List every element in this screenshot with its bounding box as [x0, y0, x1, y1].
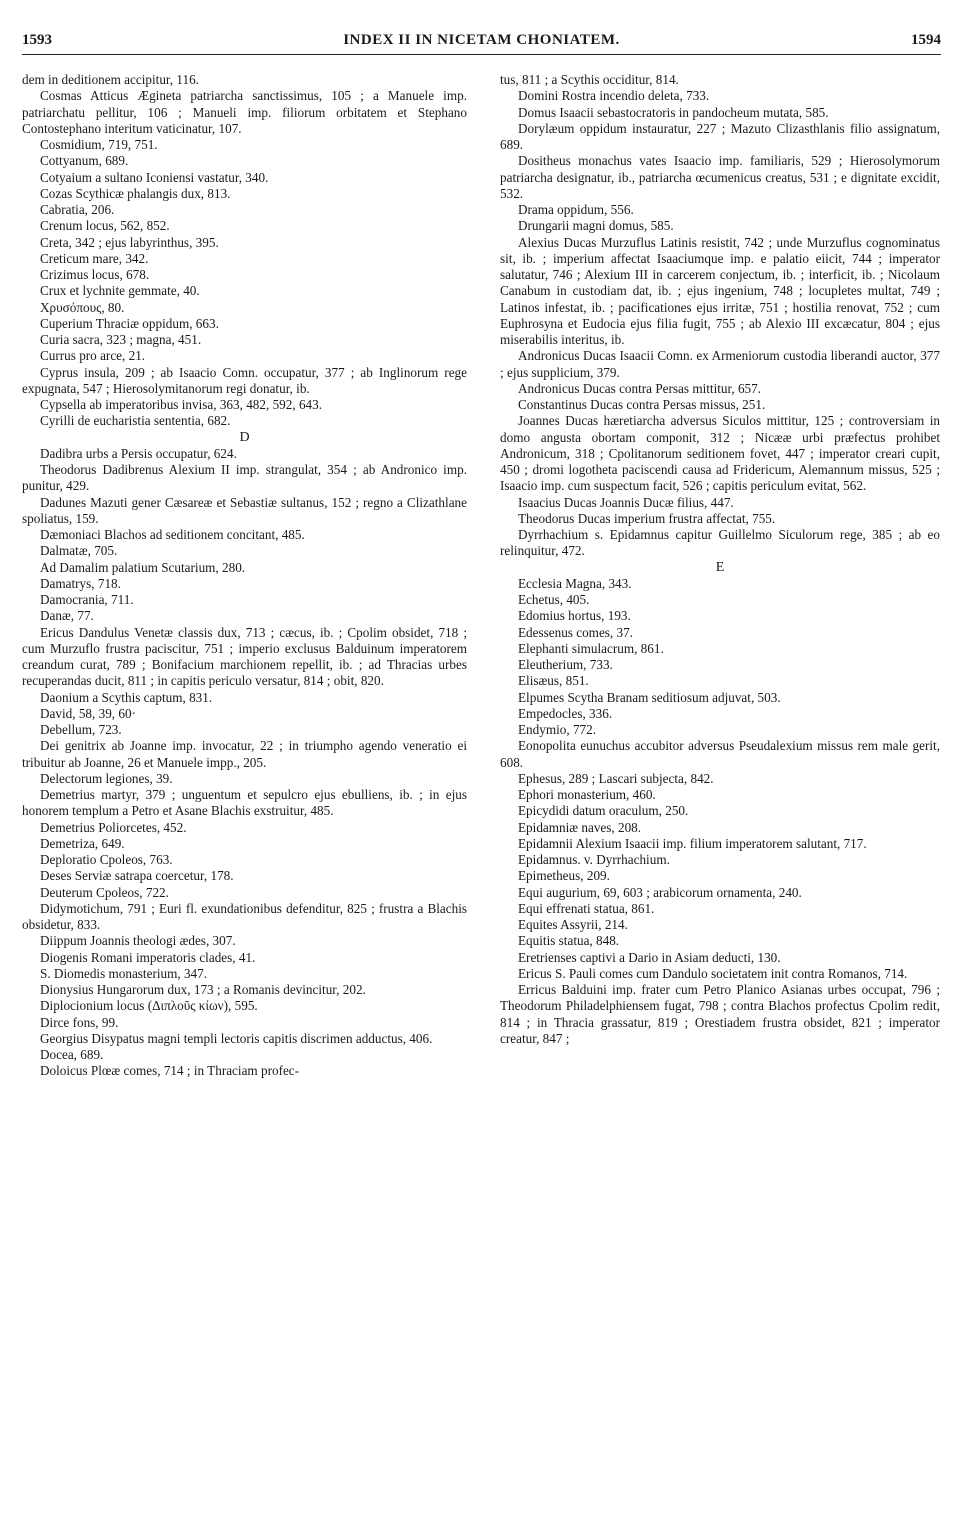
index-entry: Demetriza, 649.	[40, 835, 125, 851]
index-entry: Cozas Scythicæ phalangis dux, 813.	[40, 185, 231, 201]
index-entry: Χρυσόπους, 80.	[40, 299, 125, 315]
index-entry: Crenum locus, 562, 852.	[40, 218, 170, 234]
index-entry: Cyrilli de eucharistia sententia, 682.	[40, 413, 231, 429]
index-entry: Crux et lychnite gemmate, 40.	[40, 283, 200, 299]
index-entry: Debellum, 723.	[40, 722, 122, 737]
index-entry-continuation: tus, 811 ; a Scythis occiditur, 814.	[500, 72, 679, 87]
right-column	[500, 72, 940, 1047]
index-entry: Cotyaium a sultano Iconiensi vastatur, 340.	[40, 169, 269, 185]
index-entry: Domini Rostra incendio deleta, 733.	[518, 88, 710, 104]
index-entry: Dæmoniaci Blachos ad seditionem concitant, 485.	[40, 527, 305, 542]
index-entry: Eretrienses captivi a Dario in Asiam deducti, 130.	[518, 949, 781, 965]
index-entry: Elephanti simulacrum, 861.	[518, 640, 664, 656]
index-entry: Endymio, 772.	[518, 722, 597, 737]
index-entry: Epimetheus, 209.	[518, 868, 610, 884]
index-entry: Doloicus Plœæ comes, 714 ; in Thraciam profec-	[40, 1063, 300, 1079]
page-title: INDEX II IN NICETAM CHONIATEM.	[343, 32, 620, 48]
index-entry: Constantinus Ducas contra Persas missus, 251.	[518, 397, 766, 412]
index-entry: Andronicus Ducas contra Persas mittitur, 657.	[518, 380, 762, 396]
index-entry: Elisæus, 851.	[518, 673, 589, 689]
index-entry: Dionysius Hungarorum dux, 173 ; a Romanis devincitur, 202.	[40, 982, 366, 997]
index-entry: Edomius hortus, 193.	[518, 608, 631, 624]
index-entry: Delectorum legiones, 39.	[40, 770, 173, 786]
index-entry: Docea, 689.	[40, 1047, 104, 1062]
index-entry: Equi effrenati statua, 861.	[518, 900, 655, 916]
page-number-left: 1593	[22, 32, 52, 48]
index-entry: Theodorus Dadibrenus Alexium II imp. strangulat, 354 ; ab Andronico imp. punitur, 429.	[22, 462, 467, 494]
index-entry: Alexius Ducas Murzuflus Latinis resistit, 742 ; unde Murzuflus cognominatus sit, ib. ; imperium affectat Isaaciumque imp. e palatio eiicit, 744 ; imperator salutatur, 746 ; Alexium III in carcerem conjectum, ib. ; interficit, ib. ; Nicolaum Canabum in custodiam dat, ib. ; ejus ingenium, 748 ; locupletes multat, 749 ; Latinos infestat, ib. ; pacificationes ejus irritæ, 751 ; hostilia renovat, 752 ; cum Euphrosyna et Eudocia ejus filia fugit, 755 ; ab Alexio III excæcatur, 804 ; ejus miserabilis interitus, ib.	[500, 234, 940, 347]
index-entry: Curia sacra, 323 ; magna, 451.	[40, 332, 202, 347]
index-entry: Dalmatæ, 705.	[40, 543, 118, 559]
index-entry: Equi augurium, 69, 603 ; arabicorum ornamenta, 240.	[518, 884, 802, 900]
index-entry-continuation: dem in deditionem accipitur, 116.	[22, 72, 199, 87]
index-entry: Didymotichum, 791 ; Euri fl. exundationibus defenditur, 825 ; frustra a Blachis obsidetur, 833.	[22, 900, 467, 932]
index-entry: Epidamnii Alexium Isaacii imp. filium imperatorem salutant, 717.	[518, 835, 867, 851]
index-entry: Creta, 342 ; ejus labyrinthus, 395.	[40, 234, 219, 250]
section-letter: D	[239, 429, 250, 445]
index-entry: Echetus, 405.	[518, 592, 590, 607]
index-entry: Eonopolita eunuchus accubitor adversus Pseudalexium missus rem male gerit, 608.	[500, 738, 940, 770]
index-entry: Daonium a Scythis captum, 831.	[40, 689, 213, 705]
index-entry: Ecclesia Magna, 343.	[518, 575, 632, 591]
index-entry: Joannes Ducas hæretiarcha adversus Siculos mittitur, 125 ; controversiam in domo angusta obortam componit, 312 ; Nicææ urbi præfectus prohibet Andronicum, 318 ; Cpolitanorum seditionem fovet, 447 ; imperator creari cupit, 450 ; dromi logotheta paciscendi causa ad Fridericum, Alemannum missus, 525 ; Isaacio imp. cum suspectum facit, 526 ; capitis periculum evitat, 562.	[500, 413, 940, 494]
index-entry: Demetrius martyr, 379 ; unguentum et sepulcro ejus ebulliens, ib. ; in ejus honorem templum a Petro et Asane Blachis exstruitur, 485.	[22, 787, 467, 819]
index-entry: Epidamniæ naves, 208.	[518, 819, 642, 835]
index-entry: Diippum Joannis theologi ædes, 307.	[40, 933, 236, 949]
section-letter: E	[715, 559, 725, 575]
index-entry: S. Diomedis monasterium, 347.	[40, 965, 208, 981]
index-entry: Epidamnus. v. Dyrrhachium.	[518, 852, 670, 867]
index-entry: Isaacius Ducas Joannis Ducæ filius, 447.	[518, 494, 734, 510]
index-entry: Edessenus comes, 37.	[518, 624, 634, 640]
index-entry: Cuperium Thraciæ oppidum, 663.	[40, 315, 219, 331]
index-entry: Cabratia, 206.	[40, 202, 115, 217]
index-entry: Crizimus locus, 678.	[40, 267, 150, 282]
index-entry: Ericus S. Pauli comes cum Dandulo societatem init contra Romanos, 714.	[518, 965, 908, 981]
index-entry: Deses Serviæ satrapa coercetur, 178.	[40, 868, 234, 884]
index-entry: Ad Damalim palatium Scutarium, 280.	[40, 559, 246, 575]
left-column	[22, 72, 467, 1080]
index-entry: Dorylæum oppidum instauratur, 227 ; Mazuto Clizasthlanis filio assignatum, 689.	[500, 120, 940, 152]
index-entry: Ephesus, 289 ; Lascari subjecta, 842.	[518, 770, 714, 786]
index-entry: Dositheus monachus vates Isaacio imp. familiaris, 529 ; Hierosolymorum patriarcha designatur, ib., patriarcha œcumenicus creatus, 531 ; e dignitate excidit, 532.	[500, 153, 940, 201]
index-entry: Drama oppidum, 556.	[518, 202, 634, 217]
index-entry: Dyrrhachium s. Epidamnus capitur Guillelmo Siculorum rege, 385 ; ab eo relinquitur, 472.	[500, 527, 940, 559]
index-entry: Equitis statua, 848.	[518, 933, 620, 949]
index-entry: Creticum mare, 342.	[40, 250, 149, 266]
index-entry: Deuterum Cpoleos, 722.	[40, 884, 169, 900]
index-entry: Eleutherium, 733.	[518, 657, 613, 672]
index-entry: Damocrania, 711.	[40, 592, 134, 607]
index-entry: Deploratio Cpoleos, 763.	[40, 852, 173, 867]
index-entry: Drungarii magni domus, 585.	[518, 218, 674, 234]
index-entry: Cypsella ab imperatoribus invisa, 363, 482, 592, 643.	[40, 397, 323, 412]
index-entry: Ephori monasterium, 460.	[518, 787, 656, 802]
index-entry: Theodorus Ducas imperium frustra affectat, 755.	[518, 510, 776, 526]
index-entry: Diplocionium locus (Διπλοῦς κίων), 595.	[40, 998, 258, 1014]
index-entry: Danæ, 77.	[40, 608, 94, 624]
index-entry: Empedocles, 336.	[518, 705, 613, 721]
index-entry: Cottyanum, 689.	[40, 153, 129, 169]
index-entry: Ericus Dandulus Venetæ classis dux, 713 ; cæcus, ib. ; Cpolim obsidet, 718 ; cum Murzuflo frustra paciscitur, 751 ; imperio exclusus Balduinum imperatorem creandum curat, 789 ; Bonifacium marchionem repellit, ib. ; ad Thracias urbes recuperandas ducit, 811 ; in capitis periculo versatur, 814 ; obit, 820.	[22, 624, 467, 689]
index-entry: Cosmidium, 719, 751.	[40, 137, 158, 152]
index-entry: Dei genitrix ab Joanne imp. invocatur, 22 ; in triumpho agendo veneratio ei tribuitur ab Joanne, 26 et Manuele impp., 205.	[22, 738, 467, 770]
index-entry: Cyprus insula, 209 ; ab Isaacio Comn. occupatur, 377 ; ab Inglinorum rege expugnata, 547 ; Hierosolymitanorum regi donatur, ib.	[22, 364, 467, 396]
index-entry: Damatrys, 718.	[40, 575, 121, 591]
index-entry: Demetrius Poliorcetes, 452.	[40, 819, 187, 835]
index-entry: Cosmas Atticus Æginetа patriarcha sanctissimus, 105 ; a Manuele imp. patriarchatu pellitur, 106 ; Manueli imp. filiorum orbitatem et Stephano Contostephano interitum vaticinatur, 107.	[22, 88, 467, 136]
index-entry: Currus pro arce, 21.	[40, 348, 146, 364]
index-entry: Dirce fons, 99.	[40, 1014, 119, 1030]
running-header	[22, 32, 941, 55]
index-entry: David, 58, 39, 60·	[40, 705, 136, 721]
index-entry: Georgius Disypatus magni templi lectoris capitis discrimen adductus, 406.	[40, 1030, 433, 1046]
index-entry: Dadibra urbs a Persis occupatur, 624.	[40, 445, 237, 461]
index-entry: Epicydidi datum oraculum, 250.	[518, 803, 689, 819]
index-entry: Equites Assyrii, 214.	[518, 917, 628, 932]
index-entry: Elpumes Scytha Branam seditiosum adjuvat, 503.	[518, 689, 781, 705]
index-entry: Domus Isaacii sebastocratoris in pandocheum mutata, 585.	[518, 104, 829, 120]
index-entry: Andronicus Ducas Isaacii Comn. ex Armeniorum custodia liberandi auctor, 377 ; ejus supplicium, 379.	[500, 348, 940, 380]
index-entry: Dadunes Mazuti gener Cæsareæ et Sebastiæ sultanus, 152 ; regno a Clizathlane spoliatus, 159.	[22, 494, 467, 526]
index-entry: Diogenis Romani imperatoris clades, 41.	[40, 949, 256, 965]
index-entry: Erricus Balduini imp. frater cum Petro Planico Asianas urbes occupat, 796 ; Theodorum Philadelphiensem fugat, 798 ; contra Blachos profectus Cpolim redit, 814 ; in Thracia grassatur, 819 ; Orestiadem frustra obsidet, 821 ; imperator creatur, 847 ;	[500, 982, 940, 1046]
page-number-right: 1594	[911, 32, 941, 48]
